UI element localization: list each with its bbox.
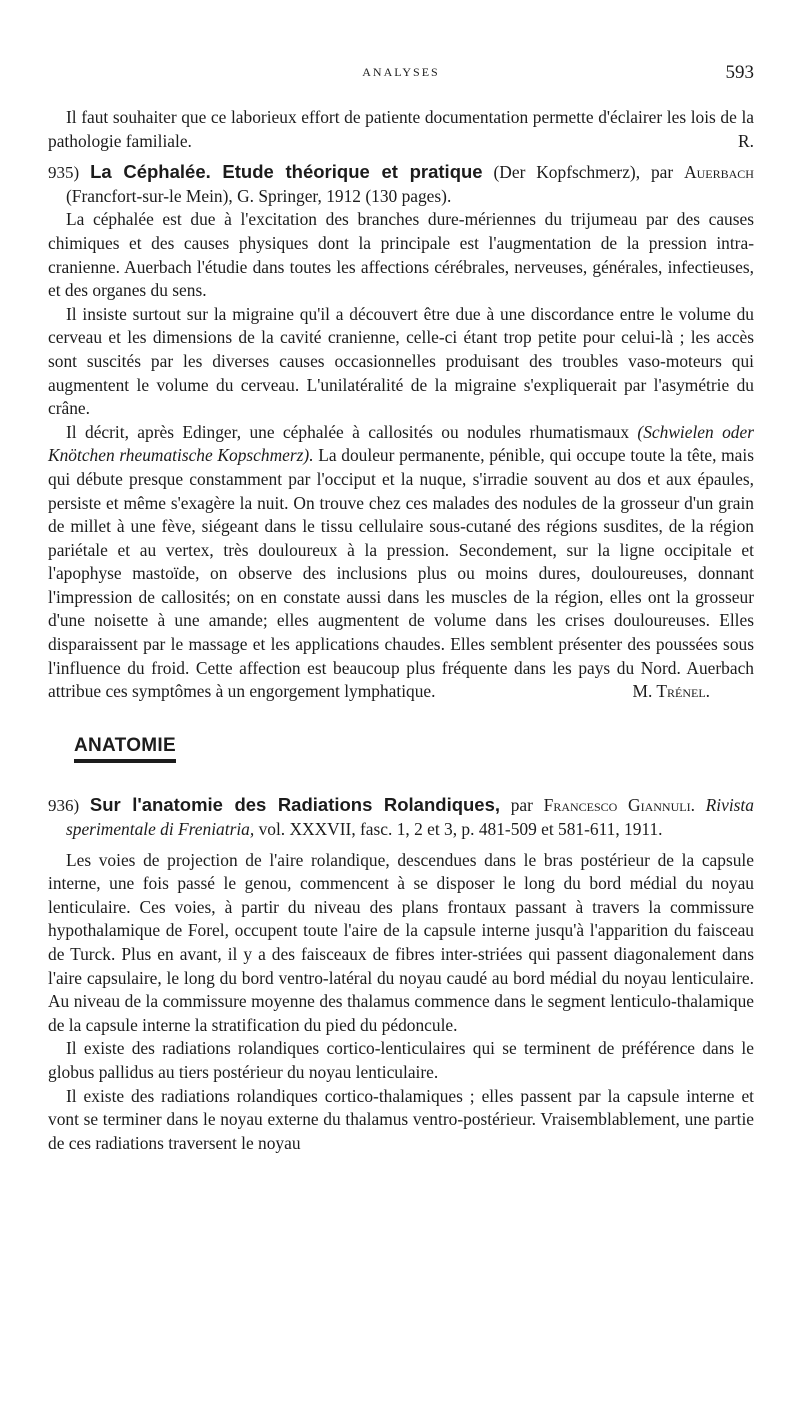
german-term: (Schwielen oder Knötchen rheumatische Kopschmerz). (48, 421, 754, 466)
closing-paragraph-text: Il faut souhaiter que ce laborieux effort de patiente documentation permette d'éclairer les lois de la pathologie familiale. (48, 107, 754, 151)
original-title: (Der Kopfschmerz), par (493, 162, 674, 183)
publication-details: vol. XXXVII, fasc. 1, 2 et 3, p. 481-509 et 581-611, 1911. (258, 819, 663, 840)
journal-name: Rivista sperimentale di Freniatria, (66, 795, 754, 840)
entry-936-paragraph-3: Il existe des radiations rolandiques cortico-thalamiques ; elles passent par la capsule interne et vont se terminer dans le noyau externe du thalamus ventro-postérieur. Vraisemblablement, une partie de ces radiations traversent le noyau (48, 1085, 754, 1153)
entry-title: Sur l'anatomie des Radiations Rolandiques, (89, 794, 501, 816)
reviewer-signature: M. Trénel. (632, 681, 710, 702)
closing-paragraph (48, 106, 754, 153)
entry-935-heading (48, 160, 754, 208)
paragraph-3-rest: La douleur permanente, pénible, qui occupe toute la tête, mais qui débute presque constamment par l'occiput et la nuque, s'irradie souvent au dos et aux épaules, persiste et même s'exagère la nuit. On trouve chez ces malades des nodules de la grosseur d'un grain de millet à une fève, siégeant dans le tissu cellulaire sous-cutané des régions susdites, de la région pariétale et au vertex, très douloureux à la pression. Secondement, sur la ligne occipitale et l'apophyse mastoïde, on observe des inclusions plus ou moins dures, douloureuses, donnant l'impression de callosités; on en constate aussi dans les muscles de la région, elles ont la grosseur d'une noisette à une amande; elles augmentent de volume dans les crises douloureuses. Elles disparaissent par le massage et les applications chaudes. Elles semblent présenter des poussées sous l'influence du froid. Cette affection est beaucoup plus fréquente dans les pays du Nord. Auerbach attribue ces symptômes à un engorgement lymphatique. (48, 445, 755, 702)
entry-number: 935) (48, 163, 80, 183)
reviewer-initial: R. (738, 130, 754, 151)
entry-935-paragraph-3 (48, 421, 754, 704)
author-name: Auerbach (684, 162, 754, 183)
paragraph-3-start: Il décrit, après Edinger, une céphalée à callosités ou nodules rhumatismaux (66, 421, 630, 442)
page-number: 593 (725, 62, 754, 83)
entry-title: La Céphalée. Etude théorique et pratique (90, 161, 483, 183)
by-word: par (510, 795, 533, 816)
entry-935-paragraph-2: Il insiste surtout sur la migraine qu'il a découvert être due à une discordance entre le volume du cerveau et les dimensions de la cavité cranienne, celle-ci étant trop petite pour celui-là ; les accès sont suscités par les diverses causes occasionnelles produisant des troubles vaso-moteurs qui augmentent le volume du cerveau. L'unilatéralité de la migraine s'expliquerait par l'asymétrie du crâne. (48, 303, 754, 419)
entry-936-paragraph-1: Les voies de projection de l'aire rolandique, descendues dans le bras postérieur de la capsule interne, une fois passé le genou, commencent à se disposer le long du bord médial du noyau lenticulaire. Ces voies, à partir du niveau des plans frontaux passant à travers la commissure hypothalamique de Forel, occupent toute l'aire de la capsule interne jusqu'à l'apparition du faisceau de Turck. Plus en avant, il y a des faisceaux de fibres inter-striées qui passent diagonalement dans l'aire capsulaire, le long du bord ventro-latéral du noyau caudé au bord médial du noyau lenticulaire. Au niveau de la commissure moyenne des thalamus commence dans le segment lenticulo-thalamique de la capsule interne la stratification du pied du pédoncule. (48, 849, 754, 1035)
section-heading (48, 734, 754, 764)
section-title: ANATOMIE (74, 734, 176, 764)
entry-936-paragraph-2: Il existe des radiations rolandiques cortico-lenticulaires qui se terminent de préférence dans le globus pallidus au tiers postérieur du noyau lenticulaire. (48, 1038, 754, 1082)
running-title: ANALYSES (362, 65, 440, 79)
entry-number: 936) (48, 796, 80, 816)
author-name: Francesco Giannuli. (543, 795, 695, 816)
running-head (48, 62, 754, 86)
publication-details: (Francfort-sur-le Mein), G. Springer, 1912 (130 pages). (66, 185, 452, 206)
entry-936-heading (48, 793, 754, 841)
entry-935-paragraph-1: La céphalée est due à l'excitation des branches dure-mériennes du trijumeau par des causes chimiques et des causes physiques dont la principale est l'augmentation de la pression intra-cranienne. Auerbach l'étudie dans toutes les affections cérébrales, nerveuses, générales, infectieuses, et des organes du sens. (48, 209, 754, 301)
page-body (48, 106, 754, 1155)
